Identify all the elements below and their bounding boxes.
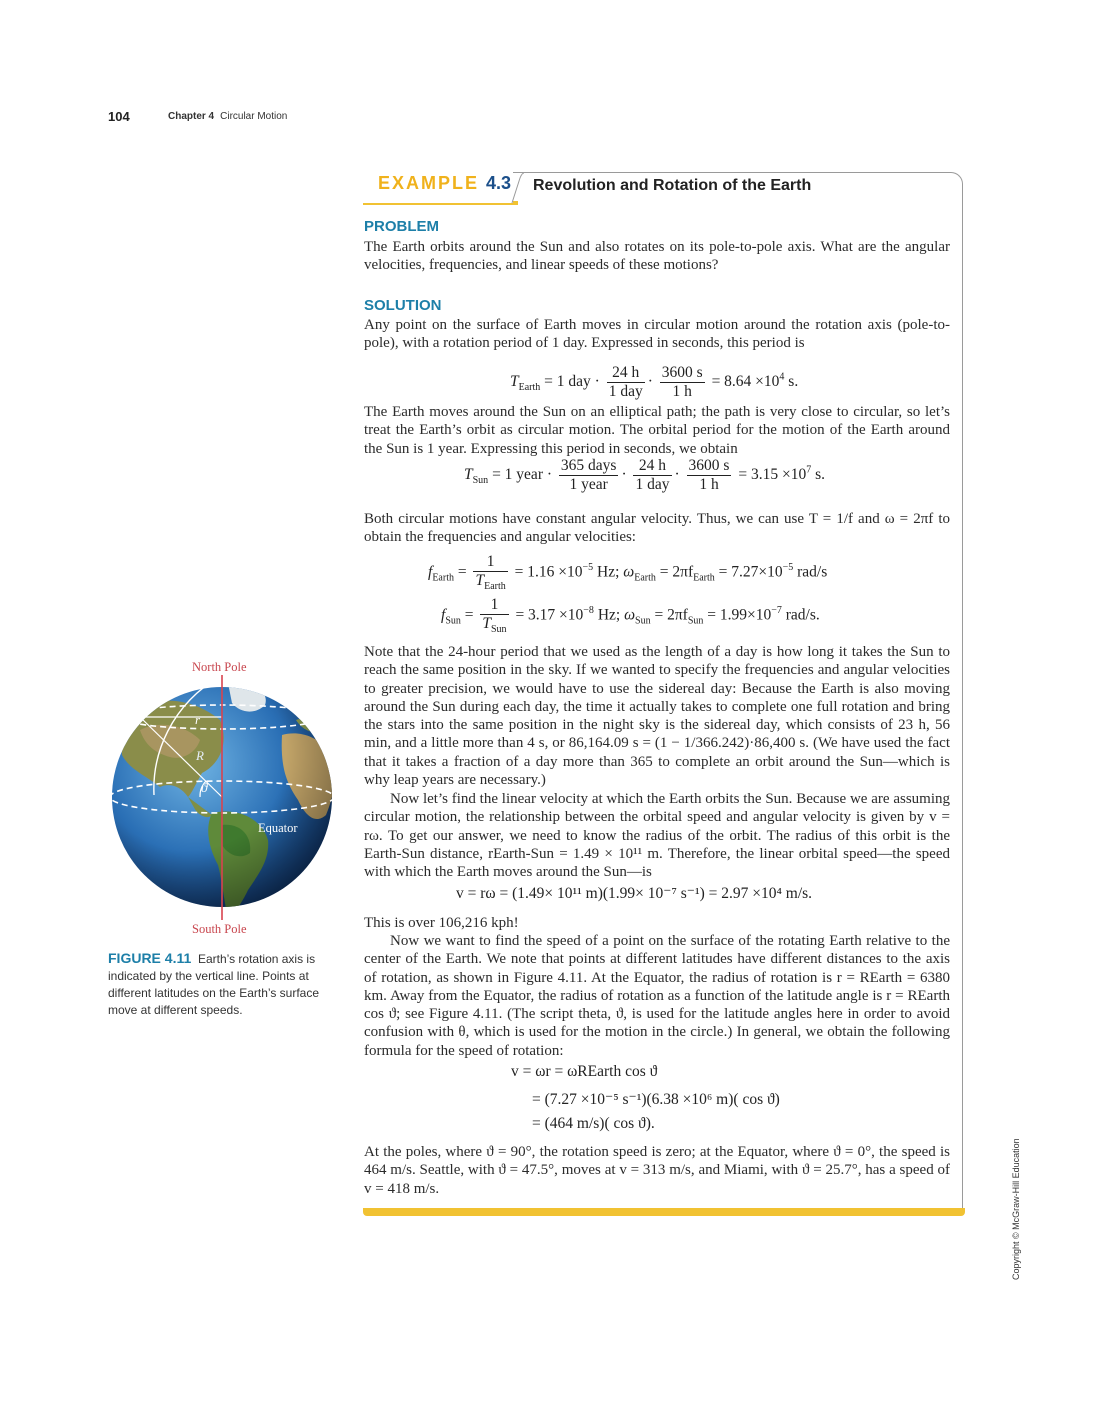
eq1-lhs-sub: Earth <box>518 381 541 393</box>
eq3-omega-val: = 7.27×10 <box>718 563 783 581</box>
eq3-lhs-sub: Earth <box>432 572 454 584</box>
eq3-den-sub: Earth <box>484 580 506 592</box>
eq1-fraction-1 <box>607 364 645 401</box>
south-pole-label: South Pole <box>192 922 247 936</box>
page-number: 104 <box>108 109 130 124</box>
eq1-f1-num: 24 h <box>607 364 645 383</box>
equation-earth-frequency: $f_{Earth}$ = $\frac{1}{T_{Earth}}$ = $1.16 \times 10^{-5}$ Hz; $\omega_{Earth} = 2\pi f_{Earth} = 7.27\times 10^{-5}$ rad/s <box>428 553 828 592</box>
eq4-val: = 3.17 ×10 <box>515 606 584 624</box>
theta-label: ϑ <box>201 780 208 795</box>
solution-paragraph-3: Both circular motions have constant angular velocity. Thus, we can use T = 1/f and ω = 2πf to obtain the frequencies and angular velocities: <box>364 511 950 546</box>
radius-r-label: r <box>195 712 201 727</box>
equation-sun-frequency: $f_{Sun}$ = $\frac{1}{T_{Sun}}$ = $3.17 \times 10^{-8}$ Hz; $\omega_{Sun} = 2\pi f_{Sun} = 1.99\times 10^{-7}$ rad/s. <box>441 596 820 635</box>
eq2-rhs-sup: 7 <box>806 464 812 476</box>
solution-paragraph-5: Now let’s find the linear velocity at which the Earth orbits the Sun. Because we are assuming circular motion, the relationship between the orbital speed and angular velocity is given by v = rω. To get our answer, we need to know the radius of the orbit. The radius of this orbit is the Earth-Sun distance, rEarth-Sun = 1.49 × 10¹¹ m. Therefore, the linear orbital speed—the speed with which the Earth moves around the Sun—is <box>364 791 950 881</box>
figure-caption-label: FIGURE 4.11 <box>108 950 192 966</box>
example-label <box>378 173 511 194</box>
eq3-num: 1 <box>473 553 507 572</box>
eq4-omega-val: = 1.99×10 <box>707 606 772 624</box>
equation-rotation-speed-1: v = ωr = ωREarth cos ϑ <box>511 1063 658 1080</box>
eq3-omega-unit: rad/s <box>797 563 828 581</box>
eq2-fraction-3 <box>687 457 732 494</box>
solution-paragraph-8: At the poles, where ϑ = 90°, the rotation speed is zero; at the Equator, where ϑ = 0°, the speed is 464 m/s. Seattle, with ϑ = 47.5°, moves at v = 313 m/s, and Miami, with ϑ = 25.7°, has a speed of v = 418 m/s. <box>364 1144 950 1197</box>
problem-heading: PROBLEM <box>364 218 439 235</box>
eq3-omega: ω <box>623 563 635 581</box>
eq3-omega-val-sup: −5 <box>782 562 794 574</box>
eq4-omega-val-sup: −7 <box>771 605 782 617</box>
eq2-fraction-2 <box>633 457 671 494</box>
eq4-omega-unit: rad/s. <box>785 606 820 624</box>
equation-period-earth: $T_{Earth} = 1$ day · $\frac{24 h}{\text{1 day}}$ · $\frac{3600 s}{1 h}$ = $8.64 \times 10^4$ s. <box>510 364 799 400</box>
eq3-omega-eq-sub: Earth <box>693 572 715 584</box>
north-pole-label: North Pole <box>192 660 247 674</box>
solution-paragraph-2: The Earth moves around the Sun on an elliptical path; the path is very close to circular, so let’s treat the Earth’s orbit as circular motion. The orbital period for the motion of the Earth around the Sun is 1 year. Expressing this period in seconds, we obtain <box>364 404 950 457</box>
figure-caption-text: Earth’s rotation axis is indicated by the vertical line. Points at different latitudes on the Earth’s surface move at different speeds. <box>108 952 320 1017</box>
eq1-f2-num: 3600 s <box>661 364 703 381</box>
eq3-fraction <box>473 553 507 592</box>
eq2-f3-num: 3600 s <box>688 457 730 474</box>
eq2-fraction-1 <box>559 457 619 494</box>
eq1-fraction-2 <box>660 364 705 401</box>
eq4-val-sup: −8 <box>583 605 594 617</box>
example-title: Revolution and Rotation of the Earth <box>533 177 812 194</box>
equator-label: Equator <box>258 821 298 835</box>
eq3-unit: Hz; <box>597 563 620 581</box>
example-tab-separator <box>510 172 524 204</box>
eq1-f1-den: 1 day <box>608 382 643 400</box>
equation-period-sun: $T_{Sun} = 1$ year · $\frac{\text{365 days}}{\text{1 year}}$ · $\frac{24 h}{\text{1 day}}$ · $\frac{3600 s}{1 h}$ = $3.15 \times 10^7$ s. <box>464 457 825 493</box>
eq2-f1-den: 1 year <box>569 475 608 493</box>
equation-orbital-speed: v = rω = (1.49× 10¹¹ m)(1.99× 10⁻⁷ s⁻¹) = 2.97 ×10⁴ m/s. <box>456 885 813 902</box>
eq2-lhs: T <box>464 465 473 483</box>
eq1-rhs-sup: 4 <box>779 371 785 383</box>
eq3-omega-eq: = 2πf <box>659 563 694 581</box>
eq2-lhs-sub: Sun <box>472 474 489 486</box>
eq4-den-sub: Sun <box>491 623 507 635</box>
eq3-val: = 1.16 ×10 <box>514 563 583 581</box>
eq1-f2-den: 1 h <box>672 382 692 400</box>
eq3-omega-sub: Earth <box>634 572 656 584</box>
eq4-omega-eq-sub: Sun <box>687 615 704 627</box>
eq2-f3-den: 1 h <box>699 475 719 493</box>
solution-paragraph-1: Any point on the surface of Earth moves in circular motion around the rotation axis (pole-to-pole), with a rotation period of 1 day. Expressed in seconds, this period is <box>364 317 950 352</box>
eq4-lhs: f <box>441 606 446 624</box>
chapter-number: Chapter 4 <box>168 111 215 122</box>
figure-caption <box>108 950 323 1019</box>
eq3-den <box>473 572 507 593</box>
eq3-val-sup: −5 <box>582 562 594 574</box>
eq4-omega-eq: = 2πf <box>654 606 688 624</box>
eq4-unit: Hz; <box>597 606 621 624</box>
solution-heading: SOLUTION <box>364 297 442 314</box>
radius-R-label: R <box>196 748 204 763</box>
equation-rotation-speed-2: = (7.27 ×10⁻⁵ s⁻¹)(6.38 ×10⁶ m)( cos ϑ) <box>532 1091 780 1108</box>
eq2-f2-den: 1 day <box>635 475 670 493</box>
eq4-den <box>480 615 508 636</box>
eq3-lhs: f <box>428 563 433 581</box>
eq4-num: 1 <box>480 596 508 615</box>
example-number: 4.3 <box>486 173 512 193</box>
eq4-fraction <box>480 596 508 635</box>
solution-paragraph-7: Now we want to find the speed of a point on the surface of the rotating Earth relative to the center of the Earth. We note that points at different latitudes have different distances to the axis of rotation, as shown in Figure 4.11. At the Equator, the radius of rotation is r = REarth = 6380 km. Away from the Equator, the radius of rotation as a function of the latitude angle is r = REarth cos ϑ; see Figure 4.11. (The script theta, ϑ, is used for the latitude angles here in order to avoid confusion with θ, which is used for the motion in the circle.) In general, we obtain the following formula for the speed of rotation: <box>364 933 950 1059</box>
eq1-rhs: = 8.64 ×10 <box>711 372 780 390</box>
eq4-den-t: T <box>482 614 491 632</box>
eq1-a: = 1 day · <box>544 372 600 390</box>
eq1-lhs: T <box>510 372 519 390</box>
chapter-header <box>168 111 287 122</box>
eq2-rhs: = 3.15 ×10 <box>738 465 807 483</box>
eq4-omega-sub: Sun <box>635 615 651 627</box>
eq2-f1-num: 365 days <box>560 457 617 474</box>
chapter-title: Circular Motion <box>220 111 288 122</box>
eq2-f2-num: 24 h <box>633 457 671 476</box>
problem-text: The Earth orbits around the Sun and also rotates on its pole-to-pole axis. What are the angular velocities, frequencies, and linear speeds of these motions? <box>364 239 950 274</box>
eq1-unit: s. <box>788 372 799 390</box>
earth-globe-figure <box>100 675 350 920</box>
equation-rotation-speed-3: = (464 m/s)( cos ϑ). <box>532 1115 655 1132</box>
example-box-bottom-bar <box>363 1208 965 1216</box>
eq4-omega: ω <box>624 606 636 624</box>
eq2-a: = 1 year · <box>492 465 553 483</box>
eq2-unit: s. <box>815 465 825 483</box>
eq3-den-t: T <box>475 571 485 589</box>
eq4-lhs-sub: Sun <box>445 615 461 627</box>
solution-paragraph-6: This is over 106,216 kph! <box>364 915 519 931</box>
solution-paragraph-4: Note that the 24-hour period that we used as the length of a day is how long it takes the Sun to reach the same position in the sky. If we wanted to specify the frequencies and angular velocities to greater precision, we would have to use the sidereal day: Because the Earth is also moving around the Sun during each day, the time it actually takes to complete one full rotation and bring the stars into the same position in the night sky is the sidereal day, which consists of 23 h, 56 min, and a little more than 4 s, or 86,164.09 s = (1 − 1/366.242)·86,400 s. (We have used the fact that it takes a fraction of a day more than 365 to complete an orbit around the Sun—which is why leap years are necessary.) <box>364 644 950 789</box>
copyright-notice: Copyright © McGraw-Hill Education <box>1011 1138 1021 1280</box>
example-word: EXAMPLE <box>378 173 480 193</box>
